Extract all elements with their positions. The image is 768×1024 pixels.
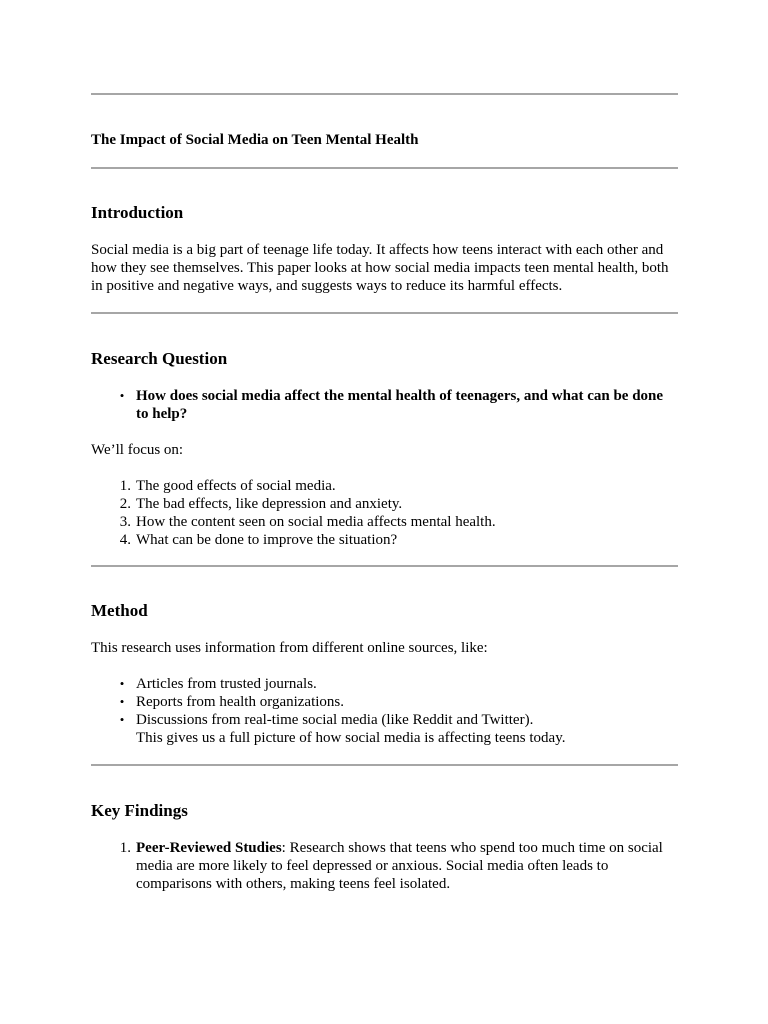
divider — [91, 93, 678, 95]
list-number: 2. — [119, 496, 131, 512]
list-number: 3. — [119, 514, 131, 530]
research-question-list — [91, 387, 678, 423]
method-heading: Method — [91, 601, 148, 620]
divider — [91, 565, 678, 567]
key-findings-list — [91, 839, 678, 893]
divider — [91, 312, 678, 314]
focus-intro: We’ll focus on: — [91, 442, 184, 458]
document-title: The Impact of Social Media on Teen Mental Health — [91, 132, 419, 148]
bullet-marker: • — [119, 676, 125, 691]
focus-item-text: The good effects of social media. — [136, 478, 336, 494]
divider — [91, 764, 678, 766]
list-number: 1. — [119, 840, 131, 856]
method-source-list — [91, 675, 678, 747]
divider — [91, 167, 678, 169]
finding-label: Peer-Reviewed Studies — [136, 840, 282, 856]
key-findings-heading: Key Findings — [91, 801, 188, 820]
list-item — [91, 513, 678, 531]
focus-item-text: What can be done to improve the situation? — [136, 532, 398, 548]
list-item — [91, 839, 678, 893]
bullet-marker: • — [119, 694, 125, 709]
bullet-marker: • — [119, 712, 125, 727]
list-number: 1. — [119, 478, 131, 494]
list-item — [91, 495, 678, 513]
research-question-heading: Research Question — [91, 349, 228, 368]
source-item-text: Discussions from real-time social media (like Reddit and Twitter). — [136, 712, 534, 728]
list-item — [91, 387, 678, 423]
list-item — [91, 693, 678, 711]
method-intro: This research uses information from different online sources, like: — [91, 640, 488, 656]
bullet-marker: • — [119, 388, 125, 403]
focus-item-text: The bad effects, like depression and anxiety. — [136, 496, 403, 512]
focus-item-text: How the content seen on social media affects mental health. — [136, 514, 496, 530]
list-item — [91, 531, 678, 549]
finding-text: : Research shows that teens who spend too much time on social media are more likely to feel depressed or anxious. Social media often leads to comparisons with others, making teens feel isolated. — [136, 840, 663, 892]
list-item — [91, 711, 678, 747]
list-item — [91, 477, 678, 495]
focus-list — [91, 477, 678, 549]
source-item-text: Articles from trusted journals. — [136, 676, 317, 692]
introduction-paragraph: Social media is a big part of teenage life today. It affects how teens interact with each other and how they see themselves. This paper looks at how social media impacts teen mental health, both in positive and negative ways, and suggests ways to reduce its harmful effects. — [91, 242, 669, 294]
introduction-heading: Introduction — [91, 203, 184, 222]
method-summary-text: This gives us a full picture of how social media is affecting teens today. — [136, 730, 566, 746]
research-question-text: How does social media affect the mental health of teenagers, and what can be done to help? — [136, 388, 664, 422]
list-number: 4. — [119, 532, 131, 548]
list-item — [91, 675, 678, 693]
source-item-text: Reports from health organizations. — [136, 694, 345, 710]
